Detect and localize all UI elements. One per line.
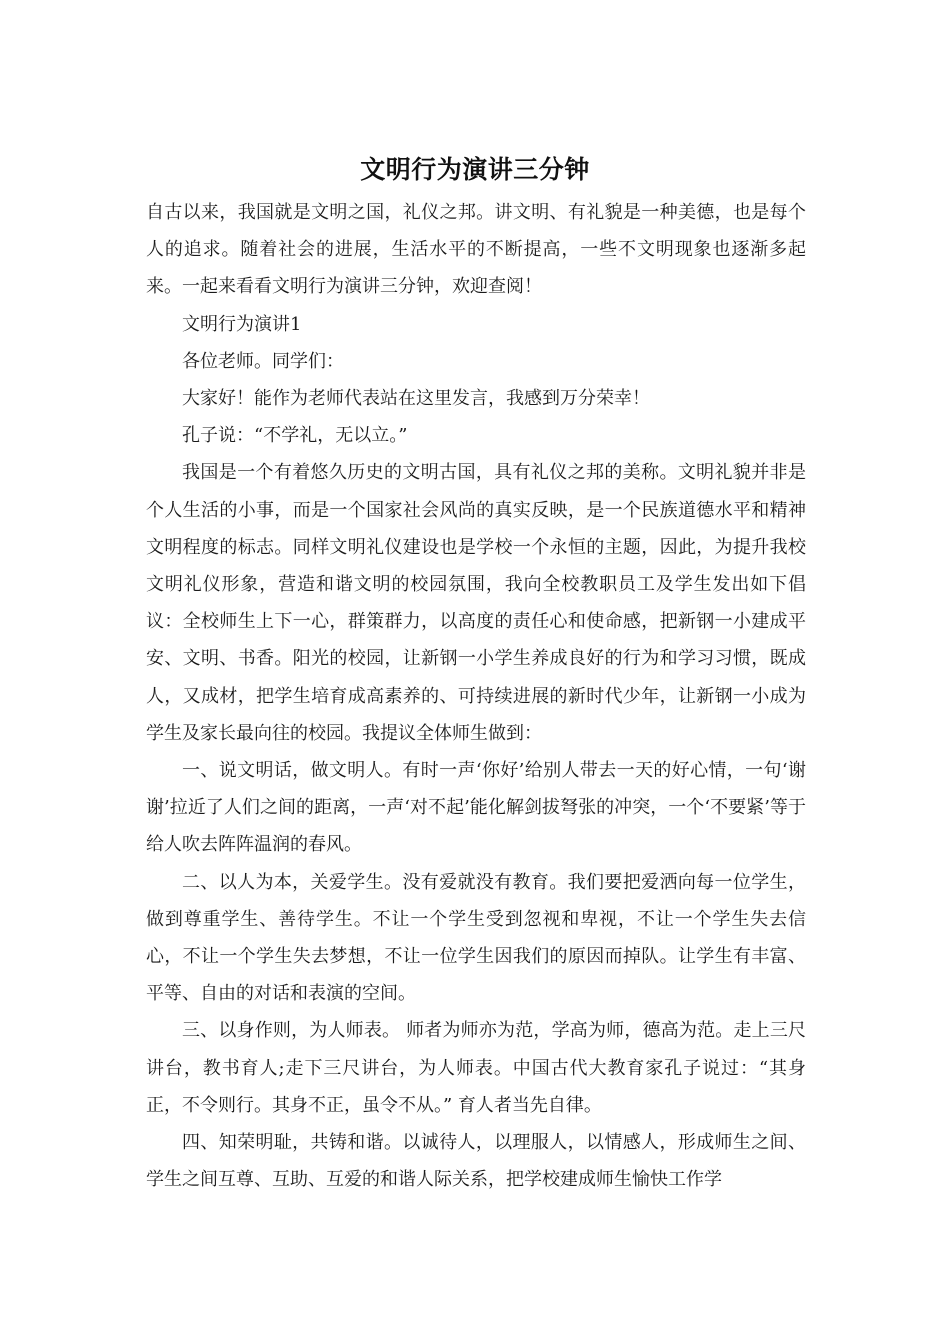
point-one-paragraph: 一、说文明话，做文明人。有时一声‘你好’给别人带去一天的好心情，一句‘谢谢’拉近了人们之间的距离，一声‘对不起’能化解剑拔弩张的冲突，一个‘不要紧’等于给人吹去阵阵温润的春风。 xyxy=(146,760,806,856)
section-heading: 文明行为演讲1 xyxy=(182,313,302,335)
greeting-paragraph: 大家好！能作为老师代表站在这里发言，我感到万分荣幸！ xyxy=(182,388,650,410)
salutation: 各位老师。同学们： xyxy=(182,350,344,372)
quote-paragraph: 孔子说：“不学礼，无以立。” xyxy=(182,425,408,447)
point-four-paragraph: 四、知荣明耻，共铸和谐。以诚待人，以理服人，以情感人，形成师生之间、学生之间互尊、互助、互爱的和谐人际关系，把学校建成师生愉快工作学 xyxy=(146,1132,806,1191)
intro-paragraph: 自古以来，我国就是文明之国，礼仪之邦。讲文明、有礼貌是一种美德，也是每个人的追求。随着社会的进展，生活水平的不断提高，一些不文明现象也逐渐多起来。一起来看看文明行为演讲三分钟，欢迎查阅！ xyxy=(146,202,806,298)
document-body xyxy=(146,194,806,1198)
point-three-paragraph: 三、以身作则，为人师表。 师者为师亦为范，学高为师，德高为范。走上三尺讲台，教书育人;走下三尺讲台，为人师表。中国古代大教育家孔子说过：“其身正，不令则行。其身不正，虽令不从。” 育人者当先自律。 xyxy=(146,1020,806,1116)
body-paragraph: 我国是一个有着悠久历史的文明古国，具有礼仪之邦的美称。文明礼貌并非是个人生活的小事，而是一个国家社会风尚的真实反映，是一个民族道德水平和精神文明程度的标志。同样文明礼仪建设也是学校一个永恒的主题，因此，为提升我校文明礼仪形象，营造和谐文明的校园氛围，我向全校教职员工及学生发出如下倡议：全校师生上下一心，群策群力，以高度的责任心和使命感，把新钢一小建成平安、文明、书香。阳光的校园，让新钢一小学生养成良好的行为和学习习惯，既成人，又成材，把学生培育成高素养的、可持续进展的新时代少年，让新钢一小成为学生及家长最向往的校园。我提议全体师生做到： xyxy=(146,462,806,744)
document-title: 文明行为演讲三分钟 xyxy=(360,155,590,184)
point-two-paragraph: 二、以人为本，关爱学生。没有爱就没有教育。我们要把爱洒向每一位学生，做到尊重学生、善待学生。不让一个学生受到忽视和卑视，不让一个学生失去信心，不让一个学生失去梦想，不让一位学生因我们的原因而掉队。让学生有丰富、平等、自由的对话和表演的空间。 xyxy=(146,871,806,1005)
